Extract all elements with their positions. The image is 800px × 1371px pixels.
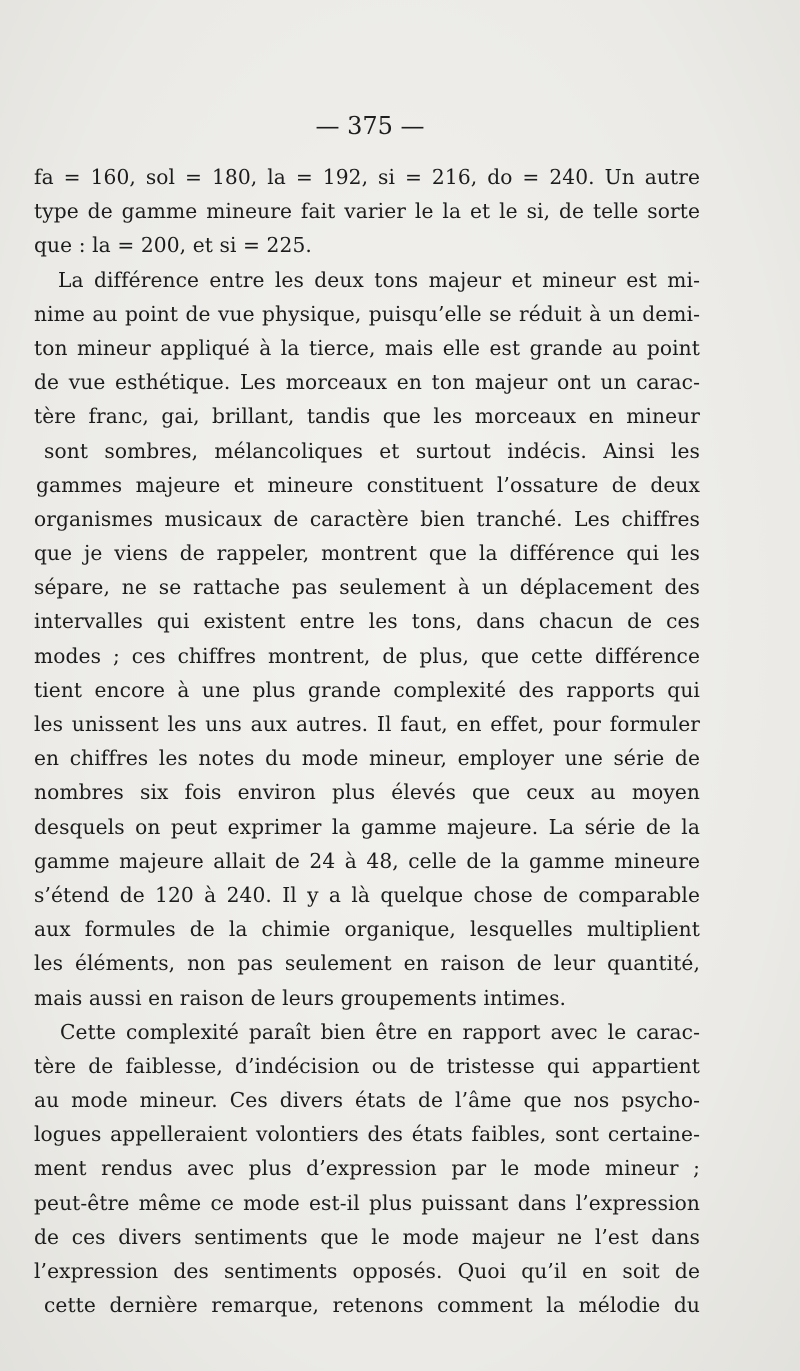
text-line: ton mineur appliqué à la tierce, mais elle est grande au point	[34, 335, 700, 360]
text-line: tère franc, gai, brillant, tandis que les morceaux en mineur	[34, 404, 700, 429]
text-line: gammes majeure et mineure constituent l’ossature de deux	[36, 472, 700, 497]
text-line: nombres six fois environ plus élevés que ceux au moyen	[34, 780, 700, 805]
text-line: type de gamme mineure fait varier le la et le si, de telle sorte	[34, 199, 700, 224]
text-line: logues appelleraient volontiers des états faibles, sont certaine-	[34, 1122, 700, 1147]
text-line: ment rendus avec plus d’expression par le mode mineur ;	[34, 1156, 700, 1181]
text-line: les unissent les uns aux autres. Il faut, en effet, pour formuler	[34, 712, 700, 736]
text-line: nime au point de vue physique, puisqu’elle se réduit à un demi-	[34, 301, 700, 326]
text-line: intervalles qui existent entre les tons, dans chacun de ces	[34, 609, 700, 634]
text-line: que : la = 200, et si = 225.	[34, 233, 312, 258]
text-line: peut-être même ce mode est-il plus puissant dans l’expression	[34, 1190, 700, 1215]
text-line: mais aussi en raison de leurs groupements intimes.	[34, 985, 567, 1010]
text-line: au mode mineur. Ces divers états de l’âme que nos psycho-	[34, 1088, 700, 1113]
text-line: l’expression des sentiments opposés. Quoi qu’il en soit de	[34, 1259, 700, 1283]
text-line: cette dernière remarque, retenons comment la mélodie du	[44, 1293, 700, 1318]
text-line: de vue esthétique. Les morceaux en ton majeur ont un carac-	[34, 370, 700, 395]
text-line: desquels on peut exprimer la gamme majeure. La série de la	[34, 814, 700, 839]
text-line: de ces divers sentiments que le mode majeur ne l’est dans	[34, 1224, 700, 1249]
text-line: les éléments, non pas seulement en raison de leur quantité,	[34, 951, 700, 976]
text-line: Cette complexité paraît bien être en rapport avec le carac-	[60, 1019, 700, 1044]
text-line: sont sombres, mélancoliques et surtout indécis. Ainsi les	[44, 438, 700, 463]
page-number: — 375 —	[315, 112, 425, 140]
text-line: tient encore à une plus grande complexité des rapports qui	[34, 677, 700, 702]
text-line: modes ; ces chiffres montrent, de plus, que cette différence	[34, 643, 700, 668]
text-line: que je viens de rappeler, montrent que la différence qui les	[34, 541, 700, 566]
text-line: sépare, ne se rattache pas seulement à un déplacement des	[34, 575, 700, 600]
text-line: fa = 160, sol = 180, la = 192, si = 216, do = 240. Un autre	[34, 165, 700, 189]
text-line: organismes musicaux de caractère bien tranché. Les chiffres	[34, 506, 700, 531]
body-text	[34, 160, 700, 1322]
text-line: gamme majeure allait de 24 à 48, celle de la gamme mineure	[34, 848, 700, 873]
text-line: en chiffres les notes du mode mineur, employer une série de	[34, 746, 700, 771]
text-line: aux formules de la chimie organique, lesquelles multiplient	[34, 917, 700, 942]
text-line: s’étend de 120 à 240. Il y a là quelque chose de comparable	[34, 882, 700, 907]
text-line: La différence entre les deux tons majeur et mineur est mi-	[58, 267, 700, 292]
text-line: tère de faiblesse, d’indécision ou de tristesse qui appartient	[34, 1053, 700, 1078]
